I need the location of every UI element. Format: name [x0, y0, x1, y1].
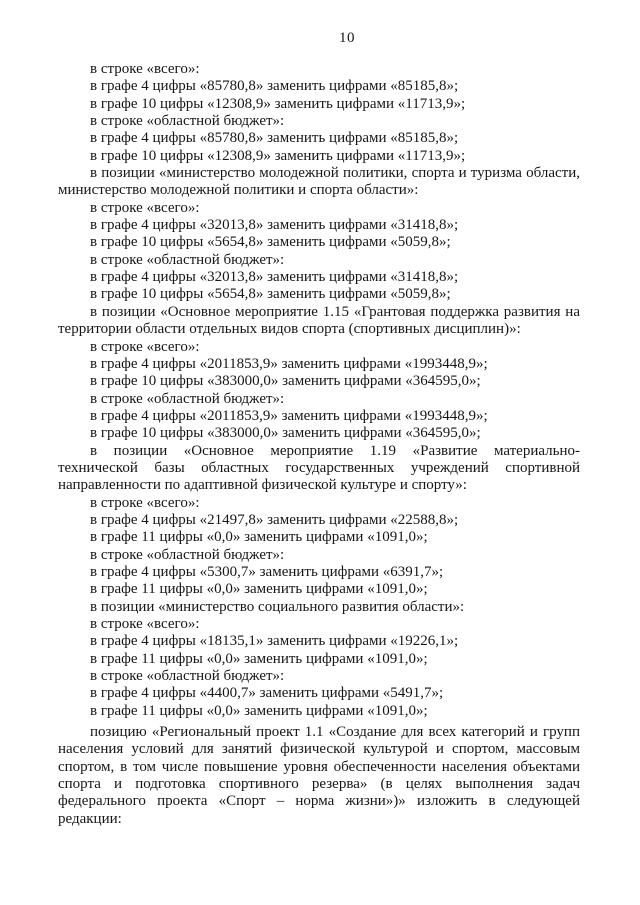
paragraph: в графе 4 цифры «18135,1» заменить цифрами «19226,1»; — [90, 633, 459, 650]
paragraph: в позиции «Основное мероприятие 1.19 «Развитие материально-технической базы областных государственных учреждений спортивной направленности по адаптивной физической культуре и спорту»: — [58, 442, 580, 494]
paragraph: в графе 11 цифры «0,0» заменить цифрами «1091,0»; — [90, 529, 428, 546]
paragraph: в строке «областной бюджет»: — [90, 668, 285, 685]
paragraph: в графе 4 цифры «32013,8» заменить цифрами «31418,8»; — [90, 217, 459, 234]
paragraph: в позиции «министерство социального развития области»: — [90, 598, 465, 615]
paragraph: в строке «всего»: — [90, 494, 200, 511]
paragraph: в графе 10 цифры «12308,9» заменить цифрами «11713,9»; — [90, 147, 466, 164]
paragraph: в графе 4 цифры «85780,8» заменить цифрами «85185,8»; — [90, 130, 459, 147]
paragraph: в графе 10 цифры «383000,0» заменить цифрами «364595,0»; — [90, 373, 481, 390]
paragraph: в строке «всего»: — [90, 616, 200, 632]
paragraph: в графе 11 цифры «0,0» заменить цифрами «1091,0»; — [90, 702, 428, 719]
paragraph: в графе 4 цифры «21497,8» заменить цифрами «22588,8»; — [90, 511, 459, 528]
paragraph: в строке «всего»: — [90, 338, 200, 355]
document-body — [58, 61, 580, 828]
paragraph: в графе 10 цифры «383000,0» заменить цифрами «364595,0»; — [90, 425, 481, 442]
paragraph: в позиции «Основное мероприятие 1.15 «Грантовая поддержка развития на территории области отдельных видов спорта (спортивных дисциплин)»: — [58, 303, 580, 338]
paragraph: в графе 4 цифры «2011853,9» заменить цифрами «1993448,9»; — [90, 355, 488, 372]
page-number: 10 — [339, 30, 355, 46]
paragraph: в строке «всего»: — [90, 199, 200, 216]
paragraph: в графе 4 цифры «85780,8» заменить цифрами «85185,8»; — [90, 78, 459, 95]
paragraph: в графе 11 цифры «0,0» заменить цифрами «1091,0»; — [90, 581, 428, 598]
paragraph: в графе 10 цифры «12308,9» заменить цифрами «11713,9»; — [90, 95, 466, 112]
paragraph: в позиции «министерство молодежной политики, спорта и туризма области, министерство молодежной политики и спорта области»: — [58, 165, 580, 199]
paragraph: в графе 4 цифры «32013,8» заменить цифрами «31418,8»; — [90, 269, 459, 286]
paragraph: в строке «областной бюджет»: — [90, 113, 285, 130]
paragraph: в строке «областной бюджет»: — [90, 390, 285, 407]
paragraph: позицию «Региональный проект 1.1 «Создание для всех категорий и групп населения условий для занятий физической культурой и спортом, массовым спортом, в том числе повышение уровня обеспеченности населения объектами спорта и подготовка спортивного резерва» (в целях выполнения задач федерального проекта «Спорт – норма жизни»)» изложить в следующей редакции: — [58, 724, 580, 827]
paragraph: в графе 10 цифры «5654,8» заменить цифрами «5059,8»; — [90, 286, 451, 303]
paragraph: в графе 4 цифры «5300,7» заменить цифрами «6391,7»; — [90, 563, 444, 580]
paragraph: в графе 4 цифры «2011853,9» заменить цифрами «1993448,9»; — [90, 407, 488, 424]
paragraph: в графе 4 цифры «4400,7» заменить цифрами «5491,7»; — [90, 685, 444, 702]
paragraph: в строке «областной бюджет»: — [90, 251, 285, 268]
paragraph: в строке «всего»: — [90, 61, 200, 77]
paragraph: в графе 11 цифры «0,0» заменить цифрами «1091,0»; — [90, 650, 428, 667]
paragraph: в графе 10 цифры «5654,8» заменить цифрами «5059,8»; — [90, 234, 451, 251]
paragraph: в строке «областной бюджет»: — [90, 546, 285, 563]
